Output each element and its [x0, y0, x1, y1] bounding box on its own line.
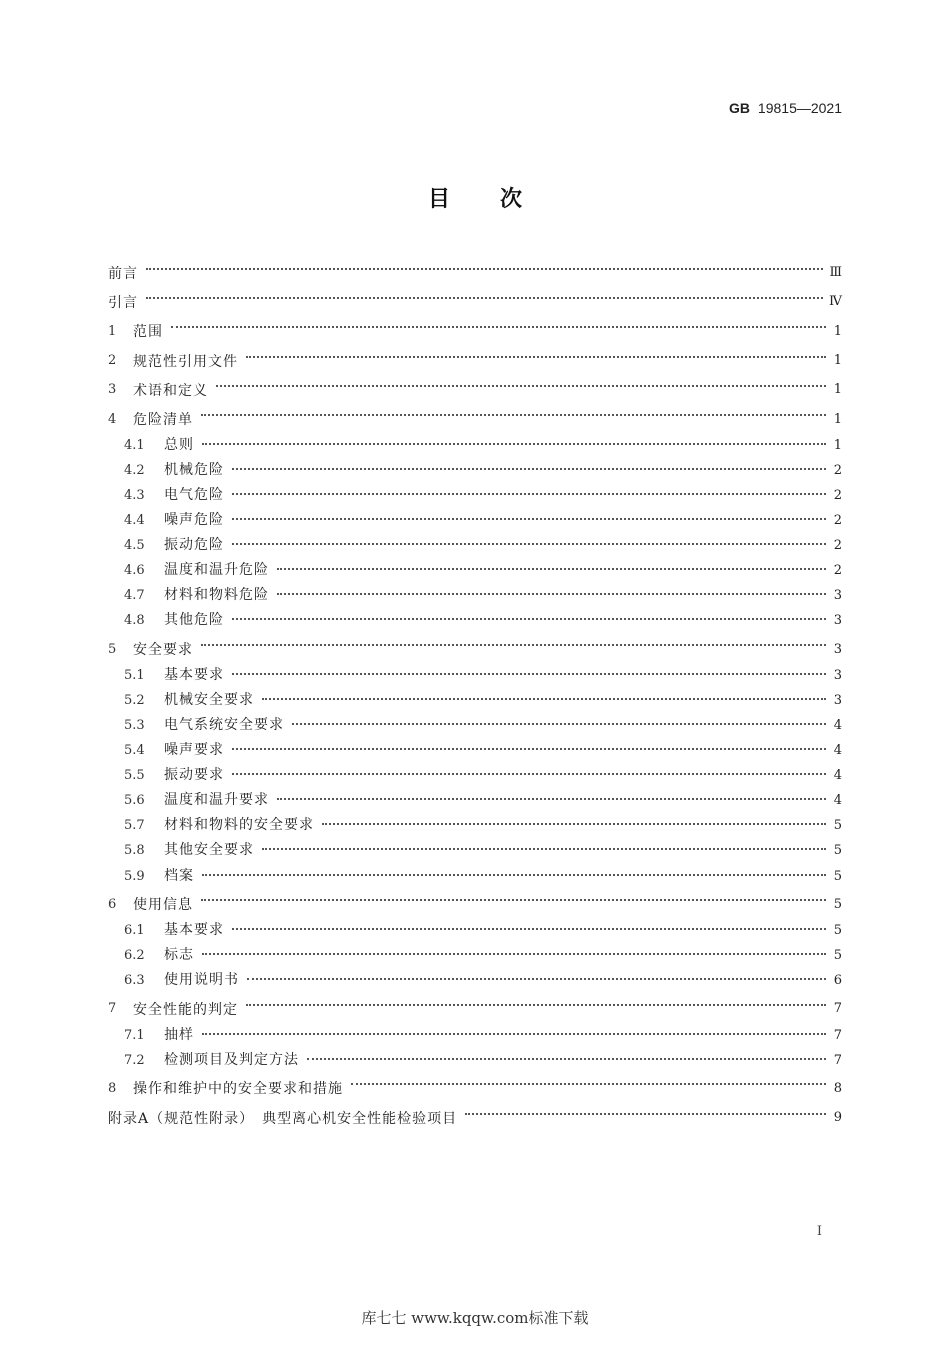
toc-entry-number: 4.7	[124, 588, 145, 604]
toc-entry[interactable]	[108, 534, 842, 559]
toc-dot-leader	[146, 297, 823, 299]
toc-entry[interactable]	[108, 664, 842, 689]
toc-entry-page: 4	[833, 743, 842, 759]
toc-entry-page: 3	[833, 613, 842, 629]
toc-dot-leader	[201, 414, 826, 416]
toc-dot-leader	[232, 468, 826, 470]
toc-entry-label: 基本要求	[164, 921, 224, 938]
toc-entry-page: 1	[833, 382, 842, 398]
toc-entry-label: 安全性能的判定	[133, 1001, 238, 1018]
toc-entry[interactable]	[108, 375, 842, 404]
toc-entry-label: 标志	[164, 947, 194, 964]
toc-entry[interactable]	[108, 609, 842, 634]
toc-entry-number: 5.3	[124, 718, 145, 734]
toc-dot-leader	[232, 773, 826, 775]
toc-entry-label: 引言	[108, 294, 138, 311]
toc-entry-number: 3	[108, 382, 117, 398]
toc-entry-page: 1	[833, 411, 842, 427]
toc-entry[interactable]	[108, 584, 842, 609]
toc-dot-leader	[262, 848, 826, 850]
toc-entry-number: 7.2	[124, 1052, 145, 1068]
toc-entry-number: 5.1	[124, 667, 145, 683]
toc-entry[interactable]	[108, 404, 842, 433]
toc-dot-leader	[232, 673, 826, 675]
toc-dot-leader	[262, 698, 826, 700]
toc-entry-label: 噪声要求	[164, 742, 224, 759]
toc-entry-page: 9	[833, 1110, 842, 1126]
toc-entry-page: 3	[833, 692, 842, 708]
toc-dot-leader	[201, 899, 826, 901]
toc-dot-leader	[246, 356, 826, 358]
toc-entry-page: 7	[833, 1027, 842, 1043]
toc-entry-label: 机械安全要求	[164, 691, 254, 708]
toc-entry-page: 5	[833, 922, 842, 938]
toc-entry-page: 4	[833, 793, 842, 809]
toc-entry-label: 电气危险	[164, 486, 224, 503]
toc-entry-number: 4.3	[124, 487, 145, 503]
toc-entry[interactable]	[108, 764, 842, 789]
toc-entry-label: 机械危险	[164, 461, 224, 478]
toc-entry[interactable]	[108, 459, 842, 484]
toc-entry-page: 5	[833, 818, 842, 834]
toc-entry[interactable]	[108, 919, 842, 944]
toc-entry-label: 术语和定义	[133, 382, 208, 399]
toc-entry-number: 4.4	[124, 513, 145, 529]
toc-entry-label: 范围	[133, 324, 163, 341]
toc-entry-label: 抽样	[164, 1026, 194, 1043]
toc-entry[interactable]	[108, 944, 842, 969]
toc-entry-label: 附录A（规范性附录） 典型离心机安全性能检验项目	[108, 1110, 458, 1127]
toc-entry-number: 5	[108, 641, 117, 657]
standard-prefix: GB	[729, 100, 751, 116]
toc-entry[interactable]	[108, 969, 842, 994]
toc-entry[interactable]	[108, 1049, 842, 1074]
toc-entry-label: 危险清单	[133, 412, 193, 429]
toc-entry-label: 振动要求	[164, 767, 224, 784]
toc-dot-leader	[247, 978, 826, 980]
toc-entry-number: 5.4	[124, 743, 145, 759]
toc-entry[interactable]	[108, 789, 842, 814]
toc-entry[interactable]	[108, 865, 842, 890]
standard-number	[729, 100, 842, 116]
toc-entry-page: 2	[833, 563, 842, 579]
toc-entry-number: 5.2	[124, 692, 145, 708]
toc-dot-leader	[292, 723, 826, 725]
toc-entry-page: 5	[833, 896, 842, 912]
toc-dot-leader	[232, 518, 826, 520]
toc-entry[interactable]	[108, 1024, 842, 1049]
toc-entry[interactable]	[108, 635, 842, 664]
toc-dot-leader	[277, 568, 826, 570]
toc-entry-page: 7	[833, 1001, 842, 1017]
toc-entry-label: 使用信息	[133, 897, 193, 914]
toc-entry-number: 6.2	[124, 948, 145, 964]
toc-entry-page: 7	[833, 1052, 842, 1068]
toc-entry[interactable]	[108, 434, 842, 459]
toc-entry-number: 6.1	[124, 922, 145, 938]
toc-entry-number: 2	[108, 353, 117, 369]
toc-entry[interactable]	[108, 839, 842, 864]
toc-entry-label: 总则	[164, 436, 194, 453]
toc-dot-leader	[216, 385, 826, 387]
toc-entry-page: 5	[833, 868, 842, 884]
toc-entry-page: 8	[833, 1080, 842, 1096]
toc-entry-number: 7.1	[124, 1027, 145, 1043]
toc-dot-leader	[246, 1004, 826, 1006]
toc-dot-leader	[351, 1083, 826, 1085]
toc-entry-label: 电气系统安全要求	[164, 717, 284, 734]
toc-entry-number: 6	[108, 896, 117, 912]
toc-entry-label: 检测项目及判定方法	[164, 1051, 299, 1068]
toc-entry-number: 7	[108, 1001, 117, 1017]
toc-entry-number: 4	[108, 411, 117, 427]
toc-entry-page: 2	[833, 462, 842, 478]
toc-entry-label: 基本要求	[164, 666, 224, 683]
toc-entry-number: 4.8	[124, 613, 145, 629]
toc-entry[interactable]	[108, 739, 842, 764]
toc-dot-leader	[202, 443, 826, 445]
toc-entry-label: 安全要求	[133, 642, 193, 659]
toc-entry-page: 5	[833, 843, 842, 859]
toc-entry-label: 使用说明书	[164, 972, 239, 989]
toc-entry-page: Ⅲ	[829, 265, 842, 281]
toc-entry-label: 温度和温升危险	[164, 562, 269, 579]
page-title: 目次	[427, 187, 572, 212]
toc-entry[interactable]	[108, 509, 842, 534]
toc-dot-leader	[232, 543, 826, 545]
toc-dot-leader	[232, 928, 826, 930]
toc-entry-page: 1	[833, 353, 842, 369]
toc-entry[interactable]	[108, 287, 842, 316]
toc-dot-leader	[146, 268, 823, 270]
toc-entry[interactable]	[108, 714, 842, 739]
toc-entry[interactable]	[108, 559, 842, 584]
toc-entry-page: 2	[833, 513, 842, 529]
toc-dot-leader	[307, 1058, 826, 1060]
toc-entry[interactable]	[108, 1103, 842, 1132]
toc-dot-leader	[201, 644, 826, 646]
toc-entry-number: 4.5	[124, 538, 145, 554]
toc-dot-leader	[202, 953, 826, 955]
toc-dot-leader	[277, 798, 826, 800]
toc-entry-number: 5.6	[124, 793, 145, 809]
toc-entry-page: 1	[833, 323, 842, 339]
toc-entry-page: 3	[833, 667, 842, 683]
toc-entry[interactable]	[108, 814, 842, 839]
toc-entry-number: 5.9	[124, 868, 145, 884]
toc-entry-number: 5.7	[124, 818, 145, 834]
toc-dot-leader	[465, 1113, 826, 1115]
toc-entry[interactable]	[108, 484, 842, 509]
toc-entry-number: 8	[108, 1080, 117, 1096]
toc-entry[interactable]	[108, 689, 842, 714]
toc-entry[interactable]	[108, 346, 842, 375]
toc-entry[interactable]	[108, 1074, 842, 1103]
toc-entry-label: 规范性引用文件	[133, 353, 238, 370]
standard-code: 19815—2021	[757, 100, 842, 116]
toc-entry[interactable]	[108, 258, 842, 287]
toc-entry-label: 振动危险	[164, 537, 224, 554]
toc-entry-page: 3	[833, 641, 842, 657]
toc-entry-number: 4.1	[124, 437, 145, 453]
toc-entry-label: 前言	[108, 265, 138, 282]
toc-dot-leader	[232, 493, 826, 495]
toc-entry-label: 其他安全要求	[164, 842, 254, 859]
toc-entry-label: 材料和物料危险	[164, 587, 269, 604]
table-of-contents	[108, 258, 842, 1132]
toc-entry-page: 6	[833, 973, 842, 989]
toc-dot-leader	[171, 326, 826, 328]
toc-entry-number: 1	[108, 323, 117, 339]
toc-dot-leader	[202, 1033, 826, 1035]
page-number: I	[816, 1224, 822, 1239]
toc-entry-number: 5.5	[124, 768, 145, 784]
toc-entry-page: 5	[833, 948, 842, 964]
toc-entry-page: 4	[833, 768, 842, 784]
toc-entry-page: 3	[833, 588, 842, 604]
toc-entry-page: 1	[833, 437, 842, 453]
toc-entry-page: 4	[833, 718, 842, 734]
toc-dot-leader	[232, 618, 826, 620]
toc-entry-label: 材料和物料的安全要求	[164, 817, 314, 834]
toc-entry-page: Ⅳ	[829, 294, 842, 310]
toc-entry[interactable]	[108, 317, 842, 346]
toc-entry-label: 档案	[164, 867, 194, 884]
toc-entry[interactable]	[108, 890, 842, 919]
footer-watermark: 库七七 www.kqqw.com标准下载	[361, 1309, 589, 1327]
toc-entry-number: 5.8	[124, 843, 145, 859]
toc-entry-page: 2	[833, 487, 842, 503]
toc-entry-label: 噪声危险	[164, 512, 224, 529]
toc-dot-leader	[232, 748, 826, 750]
toc-entry-number: 6.3	[124, 973, 145, 989]
toc-entry-number: 4.2	[124, 462, 145, 478]
toc-entry-label: 温度和温升要求	[164, 792, 269, 809]
toc-dot-leader	[202, 874, 826, 876]
toc-entry-label: 其他危险	[164, 612, 224, 629]
toc-entry-label: 操作和维护中的安全要求和措施	[133, 1081, 343, 1098]
toc-entry[interactable]	[108, 994, 842, 1023]
toc-entry-page: 2	[833, 538, 842, 554]
toc-dot-leader	[277, 593, 826, 595]
toc-dot-leader	[322, 823, 826, 825]
toc-entry-number: 4.6	[124, 563, 145, 579]
